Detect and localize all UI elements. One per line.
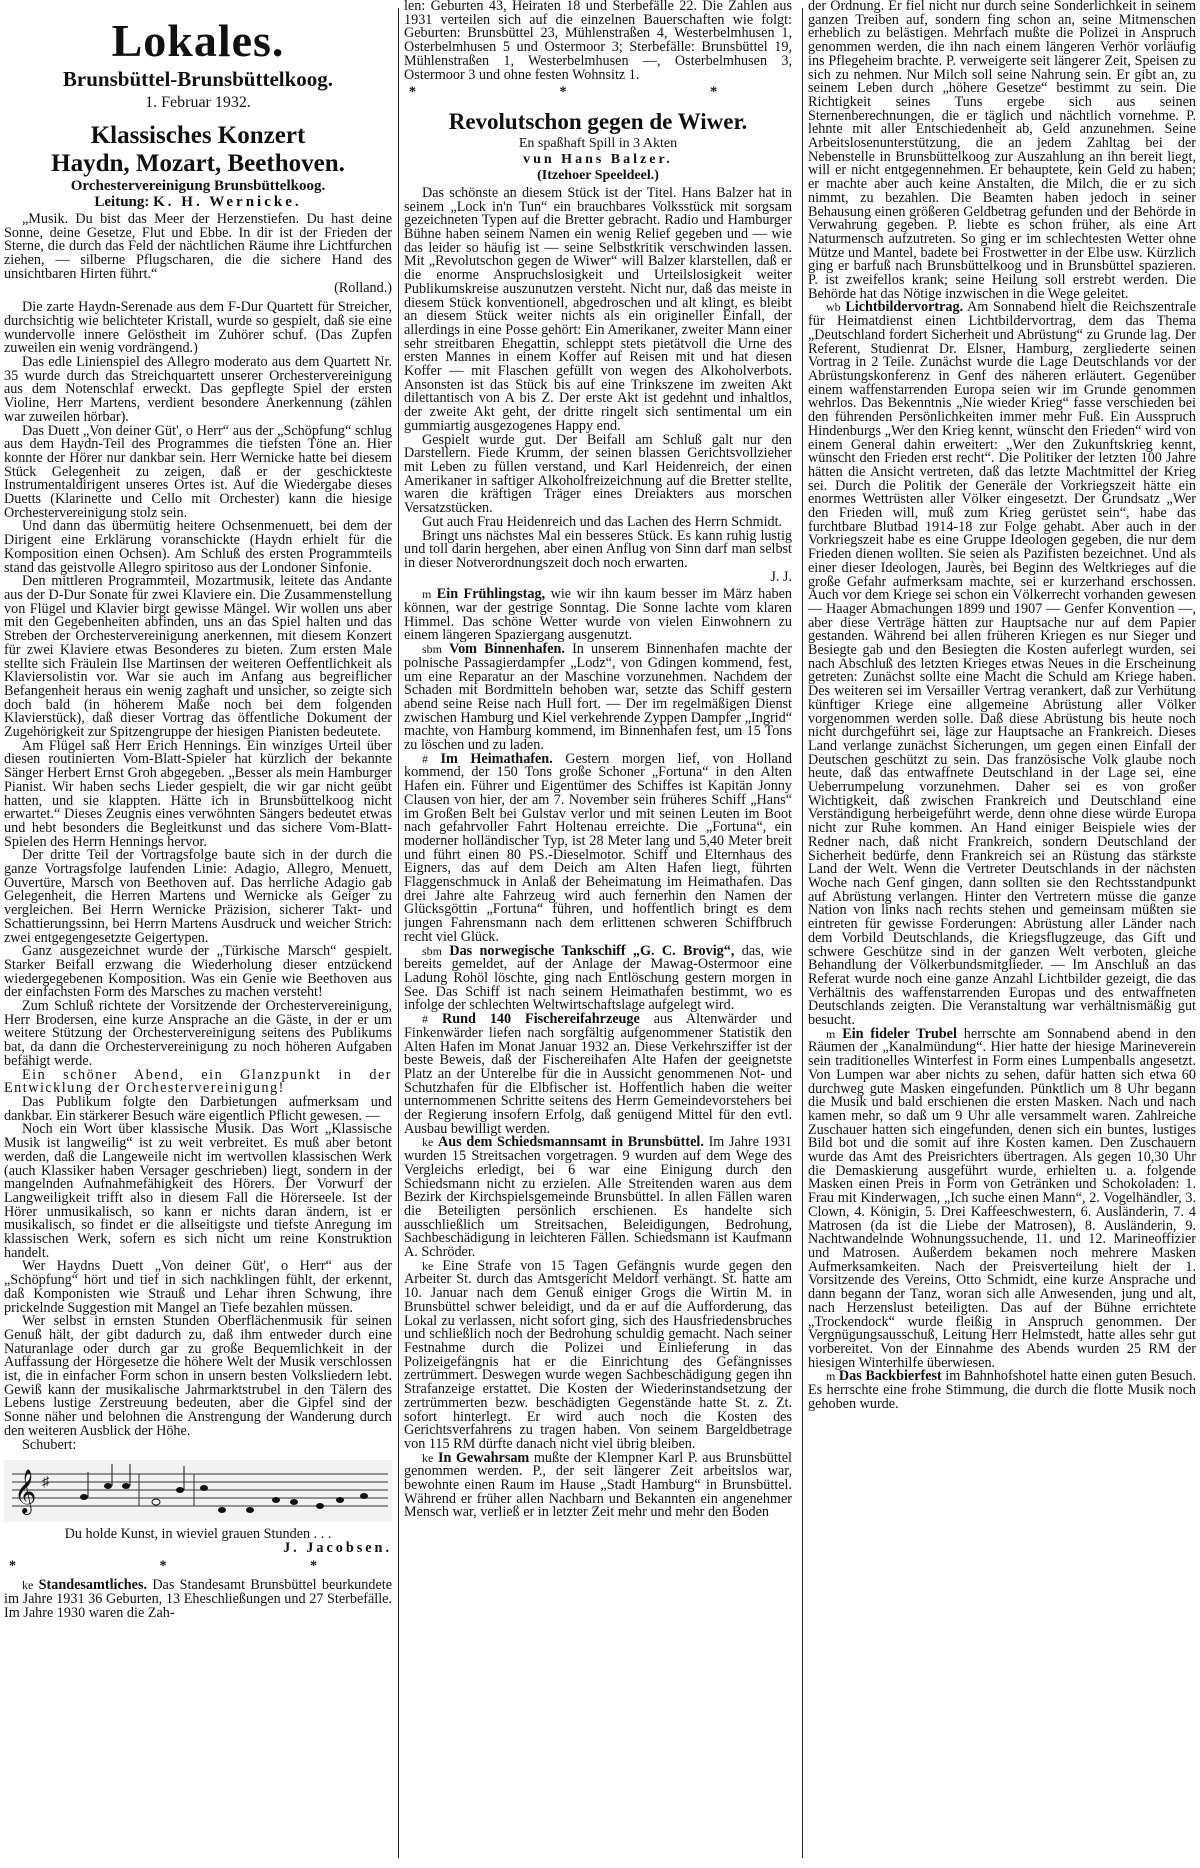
news-lead: Standesamtliches. xyxy=(38,1577,148,1594)
paragraph: Zum Schluß richtete der Vorsitzende der Orchestervereinigung, Herr Brodersen, eine kurze Ansprache an die Gäste, in der er um weitere Stützung der Orchestervereinigung seitens des Publikums bat, da dann die Orchestervereinigung zu noch höheren Aufgaben befähigt werde. xyxy=(4,998,392,1069)
news-tag: # xyxy=(422,751,428,766)
column-3 xyxy=(808,0,1196,1868)
paragraph: Wer Haydns Duett „Von deiner Güt', o Herr“ aus der „Schöpfung“ hört und tief in sich nachklingen fühlt, der erkennt, daß Komponisten wie Strauß und Lehar ihren Schwung, ihre prickelnde Suggestion mit Mangel an Tiefe bezahlen müssen. xyxy=(4,1258,392,1316)
standesamt-continued: len: Geburten 43, Heiraten 18 und Sterbefälle 22. Die Zahlen aus 1931 verteilen sich auf die einzelnen Bauerschaften wie folgt: Geburten: Brunsbüttel 23, Mühlenstraßen 4, Westerbelmhusen 1, Osterbelmhusen 5 und Ostermoor 3; Sterbefälle: Brunsbüttel 19, Mühlenstraßen 1, Westerbelmhusen —, Osterbelmhusen 3, Ostermoor 3 und ohne festen Wohnsitz 1. xyxy=(404,0,792,83)
column-1 xyxy=(4,0,392,1868)
concert-conductor xyxy=(4,194,392,210)
paragraph: Und dann das übermütig heitere Ochsenmenuett, bei dem der Dirigent eine Erklärung voranschickte (Haydn erhielt für die Komposition einen Ochsen). Am Schluß des ersten Programmteils stand das geistvolle Allegro spiritoso aus der Londoner Sinfonie. xyxy=(4,518,392,576)
place-heading: Brunsbüttel-Brunsbüttelkoog. xyxy=(62,67,334,91)
news-tag: m xyxy=(826,1369,836,1384)
play-title: Revolutschon gegen de Wiwer. xyxy=(448,108,748,134)
paragraph: Bringt uns nächstes Mal ein besseres Stück. Es kann ruhig lustig und toll darin hergehen, aber einen Anflug von Sinn darf man selbst in dieser Notverordnungszeit doch noch erwarten. xyxy=(404,527,792,571)
paragraph: Gespielt wurde gut. Der Beifall am Schluß galt nur den Darstellern. Fiede Krumm, der seinen blassen Gerichtsvollzieher mit Leben zu füllen verstand, und Karl Heidenreich, der einen Amerikaner in saftiger Alkoholfreizeichnung auf die Bretter stellte, waren die kräftigen Träger eines Dreiakters aus morschen Versatzstücken. xyxy=(404,431,792,517)
news-text: das, wie bereits gemeldet, auf der Anlage der Mawag-Ostermoor eine Ladung Rohöl löschte, ging nach Entlöschung gestern morgen in See. Das Schiff ist nach seinem Heimathafen bestimmt, wo es infolge der schlechten Weltwirtschaftslage aufgelegt wird. xyxy=(404,942,792,1014)
paragraph: Noch ein Wort über klassische Musik. Das Wort „Klassische Musik ist langweilig“ ist zu weit verbreitet. Es muß aber betont werden, daß die Langeweile nicht im wertvollen klassischen Werk (auch Klassiker haben Versager geschrieben) liegt, sondern in der mangelnden Aufnahmefähigkeit des Hörers. Der Vorwurf der Langweiligkeit trifft also in diesem Fall die Hörerseele. Ist der Hörer unmusikalisch, so kann er nichts daran ändern, ist er musikalisch, so findet er die allseitigste und tiefste Anregung im klassischen Werk, sofern es sich nicht um reine Konstruktion handelt. xyxy=(4,1121,392,1261)
paragraph: Ein schöner Abend, ein Glanzpunkt in der Entwicklung der Orchestervereinigung! xyxy=(4,1066,392,1097)
separator: * * * xyxy=(8,1557,388,1574)
news-lead: Rund 140 Fischereifahrzeuge xyxy=(441,1011,640,1028)
news-text: Im Jahre 1931 wurden 15 Streitsachen vorgetragen. 9 wurden auf dem Wege des Vergleichs erledigt, bei 6 war eine Einigung durch den Schiedsmann nicht zu erzielen. Alle Streitenden waren aus dem Bezirk der Kirchspielsgemeinde Brunsbüttel. In allen Fällen waren die Beteiligten persönlich erschienen. Es handelte sich ausschließlich um Streitsachen, Beleidigungen, Bedrohung, Sachbeschädigung in leichteren Fällen. Schiedsmann ist Kaufmann A. Schröder. xyxy=(404,1134,792,1261)
play-author: vun Hans Balzer. xyxy=(523,151,673,167)
section-title: Lokales. xyxy=(111,15,285,66)
paragraph: Das edle Linienspiel des Allegro moderato aus dem Quartett Nr. 35 wurde durch das Streichquartett unserer Orchestervereinigung aus dem Notenschlaf erweckt. Das gepflegte Spiel der ersten Violine, Herr Martens, verdient besondere Anerkennung (zählen war zuweilen hörbar). xyxy=(4,354,392,425)
news-lead: Aus dem Schiedsmannsamt in Brunsbüttel. xyxy=(438,1134,704,1151)
news-text: In unserem Binnenhafen machte der polnische Passagierdampfer „Lodz“, von Gdingen kommend, fest, um eine Reparatur an der Maschine vorzunehmen. Nachdem der Schaden mit Bordmitteln behoben war, setzte das Schiff gestern abend seine Reise nach Hull fort. — Der im regelmäßigen Dienst zwischen Hamburg und Kiel verkehrende Zyppen Dampfer „Ingrid“ machte, von Hamburg kommend, im Binnenhafen fest, um 15 Tons zu löschen und zu laden. xyxy=(404,641,792,754)
news-lead: Im Heimathafen. xyxy=(440,750,553,767)
quote-source: (Rolland.) xyxy=(334,279,392,296)
news-tag: ke xyxy=(422,1135,434,1150)
song-lyric: Du holde Kunst, in wieviel grauen Stunden . . . xyxy=(64,1526,332,1543)
concert-org: Orchestervereinigung Brunsbüttelkoog. xyxy=(70,178,326,194)
news-lead: Ein fideler Trubel xyxy=(842,1025,957,1042)
news-tag: sbm xyxy=(422,642,443,657)
news-text: mußte der Klempner Karl P. aus Brunsbüttel genommen werden. P., der seit längerer Zeit arbeitslos war, bewohnte einen Raum im Hause „Stadt Hamburg“ in Brunsbüttel. Während er früher allen Nachbarn und Bekannten ein angenehmer Mensch war, verließ er in letzter Zeit mehr und mehr den Boden xyxy=(404,1449,792,1521)
news-text: Das Standesamt Brunsbüttel beurkundete im Jahre 1931 36 Geburten, 13 Eheschließungen und 27 Sterbefälle. Im Jahre 1930 waren die Zah- xyxy=(4,1577,392,1621)
paragraph: Ganz ausgezeichnet wurde der „Türkische Marsch“ gespielt. Starker Beifall erzwang die Wiederholung dieser entzückend wiedergegebenen Komposition. Was ein Genie wie Beethoven aus der einfachsten Form des Marsches zu machen versteht! xyxy=(4,943,392,1001)
news-tag: sbm xyxy=(422,943,443,958)
play-subtitle: En spaßhaft Spill in 3 Akten xyxy=(518,135,678,151)
news-item xyxy=(808,1370,1196,1411)
news-lead: Ein Frühlingstag, xyxy=(436,586,546,603)
concert-title: Klassisches Konzert xyxy=(90,122,306,149)
news-tag: ke xyxy=(22,1578,34,1593)
paragraph: Am Flügel saß Herr Erich Hennings. Ein winziges Urteil über diesen routinierten Vom-Blatt-Spieler hat kürzlich der bekannte Sänger Herbert Ernst Groh abgegeben. „Besser als mein Hamburger Pianist. Wir haben sechs Lieder gespielt, die wir gar nicht geübt hatten, und sie klappten. Hätte ich in Brunsbüttelkoog nicht erwartet.“ Dieses Zeugnis eines verwöhnten Sängers bedeutet etwas und hebt besonders die Begleitkunst und das sichere Vom-Blatt-Spielen des Herrn Hennings hervor. xyxy=(4,737,392,850)
news-lead: Lichtbildervortrag. xyxy=(845,299,964,316)
play-troupe: (Itzehoer Speeldeel.) xyxy=(537,167,659,183)
news-tag: ke xyxy=(422,1450,434,1465)
review-signature: J. J. xyxy=(770,568,792,585)
news-item xyxy=(404,1257,792,1452)
news-tag: m xyxy=(826,1026,836,1041)
paragraph: Wer selbst in ernsten Stunden Oberflächenmusik für seinen Genuß hält, der gibt dadurch zu, daß ihm entweder durch eine Naturanlage oder durch gar zu große Bequemlichkeit in der Auffassung der Hörgesetze die höhere Welt der Musik verschlossen ist, die in einfacher Form schon in unsern besten Volksliedern lebt. Gewiß kann der musikalische Jahrmarktstrubel in den Tälern des Lebens lustige Zerstreuung bedeuten, aber die Gipfel sind der Sonne näher und belohnen die Anstrengung der Wanderung durch den weiteren Ausblick der Höhe. xyxy=(4,1313,392,1439)
news-lead: Das Backbierfest xyxy=(838,1368,942,1385)
column-rule xyxy=(802,8,803,1858)
news-item xyxy=(808,1025,1196,1371)
news-item xyxy=(404,1013,792,1136)
quote: „Musik. Du bist das Meer der Herzenstiefen. Du hast deine Sonne, deine Gesetze, Flut und Ebbe. In dir ist der Frieden der Sterne, die durch das Feld der nächtlichen Räume ihre Lichtfurchen ziehen, — silberne Pflugscharen, die die sichere Hand des unsichtbaren Hirten führt.“ xyxy=(4,211,392,282)
news-text: Am Sonnabend hielt die Reichszentrale für Heimatdienst einen Lichtbildervortrag, dem das Thema „Deutschland fordert Sicherheit und Abrüstung“ zu Grunde lag. Der Referent, Studienrat Dr. Elsner, Hamburg, zergliederte seinen Vortrag in 2 Teile. Zunächst wurde die Lage Deutschlands vor der Abrüstungskonferenz in Genf des näheren erläutert. Gegenüber einem waffenstarrenden Europa seien wir im Grunde genommen wehrlos. Das Bekenntnis „Nie wieder Krieg“ fasse verschieden bei den führenden Persönlichkeiten immer mehr Fuß. Ein Ausspruch Hindenburgs „Wer den Krieg kennt, wünscht den Frieden“ wird von einem General dahin erweitert: „Wer den Zukunftskrieg kennt, wünscht den Frieden erst recht“. Die Politiker der letzten 100 Jahre hätten die Ansicht vertreten, daß das letzte Machtmittel der Krieg sei. Durch die Politik der Generäle der Vorkriegszeit hätte ein enormes Wettrüsten aller Völker eingesetzt. Der Grundsatz „Wer den Frieden will, muß zum Krieg gerüstet sein“, habe das furchtbare Blutbad 1914-18 zur Folge gehabt. Aber auch in der Vorkriegszeit habe es eine Gruppe Ideologen gegeben, die nur dem Frieden dienen wollten. Sie seien als Pazifisten bezeichnet. Und als einer dieser Ideologen, Jaurès, bei Beginn des Weltkrieges auf die große Gefahr aufmerksam machte, sei er kurzerhand erschossen. Auch vor dem Kriege sei schon ein Völkerrecht vorhanden gewesen — Haager Abmachungen 1899 und 1907 — Genfer Konvention —, aber diese Verträge hätten zur Hauptsache nur auf dem Papier gestanden. Während bei allen früheren Kriegen es nur Sieger und Besiegte gab und den Besiegten die Kosten auferlegt wurden, sei nach Abschluß des letzten Krieges etwas Neues in die Erscheinung getreten: Zunächst sollte eine Macht die Schuld am Kriege haben. Des weiteren sei im Versailler Vertrag verankert, daß zur Verhütung künftiger Kriege eine allgemeine Abrüstung aller Völker vorgenommen werden solle. Daß diese Abrüstung bis heute noch nicht durchgeführt sei, läge zur Hauptsache an Frankreich. Dieses Land verlange zunächst Sicherungen, um gegen einen Einfall der Deutschen geschützt zu sein. Das französische Volk glaube noch heute, daß das entwaffnete Deutschland in der Lage sei, eine Ueberrumpelung vorzunehmen. Daher sei es von großer Wichtigkeit, daß zwischen Frankreich und Deutschland eine Verständigung herbeigeführt werde, denn ohne diese würde Europa nicht zur Ruhe kommen. An Hand einiger Beispiele wies der Redner nach, daß nicht Frankreich, sondern Deutschland der Sicherheit bedürfe, denn Frankreich sei an Rüstung das stärkste Land der Welt. Wenn die Vertreter Deutschlands in der nächsten Woche nach Genf gingen, dann sollten sie den Rechtsstandpunkt auf Abrüstung verlangen. Hinter den Vertretern müsse die ganze Nation von links nach rechts stehen und gemeinsam müßten sie eintreten für gewisse Forderungen: Abrüstung aller Länder nach dem Vorbild Deutschlands, die Kriegsflugzeuge, das Gift und schwere Geschütze sind in der ganzen Welt verboten, gleiche Behandlung der Völkerbundsmitglieder. — Im Anschluß an das Referat wurde noch eine ganze Anzahl Lichtbilder gezeigt, die das Verhältnis des waffenstarrenden Europas und des entwaffneten Deutschlands zeigten. Die Veranstaltung war verhältnismäßig gut besucht. xyxy=(808,299,1196,1029)
paragraph: Gut auch Frau Heidenreich und das Lachen des Herrn Schmidt. xyxy=(422,513,783,530)
news-lead: In Gewahrsam xyxy=(437,1449,530,1466)
news-item xyxy=(404,942,792,1014)
news-tag: ke xyxy=(422,1258,434,1273)
paragraph: Das Duett „Von deiner Güt', o Herr“ aus der „Schöpfung“ schlug aus dem Haydn-Teil des Programmes die tiefsten Töne an. Hier konnte der Hörer nur dankbar sein. Herr Wernicke hatte bei diesem Stück Gelegenheit zu zeigen, daß er der geschickteste Instrumentaldirigent unseres Ortes ist. Auf die Wiedergabe dieses Duetts (Klarinette und Cello mit Orchester) kann die hiesige Orchestervereinigung stolz sein. xyxy=(4,422,392,521)
news-text: aus Altenwärder und Finkenwärder liefen nach sorgfältig aufgenommener Statistik den Alten Hafen im Monat Januar 1932 an. Diese Verkehrsziffer ist der beste Beweis, daß der Fischereihafen Alte Hafen der geeignetste Platz an der Unterelbe für die in Aussicht genommenen Not- und Schutzhafen für die Elbfischer ist. Hoffentlich haben die weiter unternommenen Schritte seitens des Herrn Gemeindevorstehers bei der Regierung insofern Erfolg, daß genügend Mittel für den evtl. Ausbau bewilligt werden. xyxy=(404,1011,792,1137)
schubert-label: Schubert: xyxy=(22,1436,77,1453)
news-tag: m xyxy=(422,587,432,602)
conductor-label: Leitung: xyxy=(94,194,150,210)
news-text: wie wir ihn kaum besser im März haben können, war der gestrige Sonntag. Die Sonne lachte vom klaren Himmel. Das schöne Wetter wurde von vielen Einwohnern zu einem längeren Spaziergang ausgenutzt. xyxy=(404,586,792,644)
news-item xyxy=(808,301,1196,1027)
paragraph: Die zarte Haydn-Serenade aus dem F-Dur Quartett für Streicher, durchsichtig wie belichteter Kristall, wurde so gespielt, daß sie eine wundervolle innere Gelöstheit im Zuhörer schuf. (Das Zupfen zuweilen ein wenig vordrängend.) xyxy=(4,299,392,357)
concert-composers: Haydn, Mozart, Beethoven. xyxy=(51,150,345,177)
news-text: herrschte am Sonnabend abend in den Räumen der „Kanalmündung“. Hier hatte der hiesige Marineverein sein traditionelles Winterfest in Form eines Lumpenballs angesetzt. Von Lumpen war aber nichts zu sehen, dafür hatten sich etwa 60 durchweg gute Masken eingefunden. Pünktlich um 8 Uhr begann die Musik und bald erschienen die ersten Masken. Nach und nach kamen mehr, so daß um 9 Uhr alle versammelt waren. Zahlreiche Zuschauer hatten sich eingefunden, denen sich ein buntes, lustiges Bild bot und die somit auf ihre Kosten kamen. Den Zuschauern wurde das Amt des Preisrichters übertragen. Als gegen 10,30 Uhr die Demaskierung ausgeführt wurde, erhielten u. a. folgende Masken einen Preis in Form von Getränken und Schokoladen: 1. Frau mit Kinderwagen, „Ich suche einen Mann“, 2. Vogelhändler, 3. Clown, 4. Königin, 5. Drei Kaffeeschwestern, 6. Ausländerin, 7. 4 Matrosen (da ist die Liebe der Matrosen), 8. Ausländerin, 9. Nachtwandelnde Wohnungssuchende, 11. und 12. Marineoffizier und Matrosen. Außerdem bekamen noch mehrere Masken Aufmerksamkeiten. Nach der Preisverteilung hielt der 1. Vorsitzende des Vereins, Otto Schmidt, eine kurze Ansprache und dann begann der Tanz, woran sich alle Anwesenden, jung und alt, nach Herzenslust beteiligten. Das auf der Bühne errichtete „Trockendock“ wurde fleißig in Anspruch genommen. Der Vergnügungsausschuß, Leitung Herr Helmstedt, hatte alles sehr gut vorbereitet. Von der Einnahme des Abends wurden 25 RM der hiesigen Winterhilfe überwiesen. xyxy=(808,1025,1196,1371)
paragraph: Den mittleren Programmteil, Mozartmusik, leitete das Andante aus der D-Dur Sonate für zwei Klaviere ein. Die Zusammenstellung von Flügel und Klavier birgt gewisse Mängel. Wir wollen uns aber mit den Gegebenheiten abfinden, uns an das Spiel halten und das Streben der Orchestervereinigung anerkennen, mit diesem Konzert für zwei Klaviere etwas Besonderes zu bieten. Zum ersten Male stellte sich Fräulein Ilse Martinsen der weiteren Oeffentlichkeit als Klaviersolistin vor. War sie auch im Anfang aus begreiflicher Befangenheit heraus ein wenig zaghaft und unsicher, so zeigte sich doch bald (in höherem Maße noch bei dem folgenden Klavierstück), daß dieser Vortrag das öffentliche Dokument der Zugehörigkeit zur Spitzengruppe der hiesigen Pianisten bedeutete. xyxy=(4,573,392,741)
news-text: Eine Strafe von 15 Tagen Gefängnis wurde gegen den Arbeiter St. durch das Amtsgericht Meldorf verhängt. St. hatte am 10. Januar nach dem Genuß einiger Grogs die Wirtin M. in Brunsbüttel schwer beleidigt, und da er auf die Aufforderung, das Lokal zu verlassen, nicht sofort ging, sich des Hausfriedensbruches und schließlich noch der Bedrohung schuldig gemacht. Nach seiner Festnahme durch die Polizei und Einlieferung in das Polizeigefängnis hat er die Einrichtung des Gefängnisses zertrümmert. Deswegen wurde wegen Sachbeschädigung gegen ihn Strafanzeige erstattet. Die Kosten der Wiederinstandsetzung der zertrümmerten bezw. beschädigten Gegenstände hatte St. z. Zt. sofort hinterlegt. Er wird auch noch die Kosten des Gerichtsverfahrens zu tragen haben. Von seinem Bargeldbetrage von 115 RM dürfte danach nicht viel übrig bleiben. xyxy=(404,1257,792,1452)
conductor-name: K. H. Wernicke. xyxy=(153,194,302,210)
column-rule xyxy=(398,8,399,1858)
news-lead: Vom Binnenhafen. xyxy=(449,641,565,658)
paragraph: Der dritte Teil der Vortragsfolge baute sich in der durch die ganze Vortragsfolge laufenden Linie: Adagio, Allegro, Menuett, Ouvertüre, Marsch von Beethoven auf. Das herrliche Adagio gab Gelegenheit, die Herren Martens und Wernicke als Geiger zu vergleichen. Bei Herrn Wernicke Präzision, sicherer Takt- und Schattierungssinn, bei Herrn Martens Ausdruck und weicher Strich: zwei entgegengesetzte Geigertypen. xyxy=(4,847,392,946)
paragraph: Das Publikum folgte den Darbietungen aufmerksam und dankbar. Ein stärkerer Besuch wäre eigentlich Pflicht gewesen. — xyxy=(4,1094,392,1124)
news-item-standesamt xyxy=(4,1579,392,1620)
news-item xyxy=(404,588,792,643)
author-signature: J. Jacobsen. xyxy=(283,1539,392,1556)
news-item xyxy=(404,750,792,945)
dateline: 1. Februar 1932. xyxy=(145,94,251,111)
music-notation-image xyxy=(4,1460,392,1522)
news-tag: wb xyxy=(826,300,841,315)
column-2 xyxy=(404,0,792,1868)
treble-clef-icon: 𝄞 xyxy=(14,1471,37,1514)
gewahrsam-continued: der Ordnung. Er fiel nicht nur durch seine Sonderlichkeit in seinem ganzen Treiben auf, sondern fing schon an, seine Mitmenschen erheblich zu belästigen. Mehrfach mußte die Polizei in Anspruch genommen werden, die ihn nach einem längeren Verhör vorläufig ins Pflegeheim brachte. P. verweigerte seit längerer Zeit, Speisen zu sich zu nehmen. Nur Milch soll seine Nahrung sein. Er gibt an, zu seinem Leben durch „höhere Gesetze“ bestimmt zu sein. Die Richtigkeit seines Tuns ergebe sich aus seinen Sternenberechnungen, die er täglich und nächtlich vornehme. P. lehnte mit aller Entschiedenheit ab, Geld anzunehmen. Seine Arbeitslosenunterstützung, die an jedem Zahltag bei der Nebenstelle in Brunsbüttelkoog zur Auszahlung an ihn bereit liegt, will er nicht entgegennehmen. Er behauptete, kein Geld zu haben; er machte aber auch keine Anstalten, die Milch, die er zu sich nimmt, zu bezahlen. Die Beamten haben jedoch in seiner Behausung einen größeren Geldbetrag gefunden und der Behörde in Verwahrung gegeben. P. liebte es schon früher, als eine Art Naturmensch aufzutreten. So ging er im schlechtesten Wetter ohne Mütze und Mantel, badete bei Frostwetter in der Elbe usw. Kürzlich ging er barfuß nach Brunsbüttelkoog und in Brunsbüttel spazieren. P. ist zweifellos krank; seine Heilung soll erstrebt werden. Die Behörde hat das Nötige inzwischen in die Wege geleitet. xyxy=(808,0,1196,302)
news-tag: # xyxy=(422,1012,428,1027)
news-item xyxy=(404,1449,792,1521)
separator: * * * xyxy=(408,84,788,101)
news-lead: Das norwegische Tankschiff „G. C. Brovig“, xyxy=(449,942,735,959)
news-text: im Bahnhofshotel hatte einen guten Besuch. Es herrschte eine frohe Stimmung, die durch die flotte Musik noch gehoben wurde. xyxy=(808,1368,1196,1412)
paragraph: Das schönste an diesem Stück ist der Titel. Hans Balzer hat in seinem „Lock in'n Tun“ ein brauchbares Volksstück mit sorgsam gezeichneten Typen auf die Bretter gebracht. Radio und Hamburger Bühne haben seinem Namen ein wenig Relief gegeben und — wie das leider so häufig ist — seine Selbstkritik verschwinden lassen. Mit „Revolutschon gegen de Wiwer“ will Balzer klarstellen, daß er die enorme Anspruchslosigkeit und Urteilslosigkeit weiter Publikumskreise auszunutzen versteht. Nicht nur, daß das meiste in diesem Stück konventionell, abgedroschen und alt klingt, es bleibt an diesem Stück weiter nichts als ein origineller Einfall, der allerdings in eine Posse gehört: Ein Amerikaner, zweiter Mann einer sehr streitbaren Ehegattin, schleppt stets pietätvoll die Urne des ersten Mannes in einem Koffer auf Reisen mit und hat diesen Koffer — mit Flaschen gefüllt von wegen des Alkoholverbots. Ansonsten ist das Stück bis auf eine Trinkszene im zweiten Akt dilettantisch von A bis Z. Der erste Akt ist gedehnt und inhaltlos, der zweite Akt geht, der dritte ringelt sich sentimental um ein gummiartig ausgezogenes Happy end. xyxy=(404,184,792,434)
svg-text:♯: ♯ xyxy=(42,1475,49,1491)
news-item xyxy=(404,643,792,753)
news-item xyxy=(404,1136,792,1259)
news-text: Gestern morgen lief, von Holland kommend, der 150 Tons große Schoner „Fortuna“ in den Alten Hafen ein. Führer und Eigentümer des Schiffes ist Kapitän Jonny Clausen von hier, der am 7. November sein früheres Schiff „Hans“ im Großen Belt bei Gulstav verlor und mit seinen Leuten im Boot nach gefahrvoller Fahrt Holtenau erreichte. Die „Fortuna“, ein moderner holländischer Typ, ist 28 Meter lang und 5,40 Meter breit und führt einen 80 PS.-Dieselmotor. Schiff und Elternhaus des Eigners, das auf dem Deich am Alten Hafen liegt, führten Flaggenschmuck in Anlaß der Beheimatung im Heimathafen. Das drei Jahre alte Fahrzeug wird auch fernerhin den Namen der Glücksgöttin „Fortuna“ führen, und hoffentlich bringt es dem jungen Fahrensmann nach dem erlittenen schweren Schiffbruch recht viel Glück. xyxy=(404,750,792,945)
